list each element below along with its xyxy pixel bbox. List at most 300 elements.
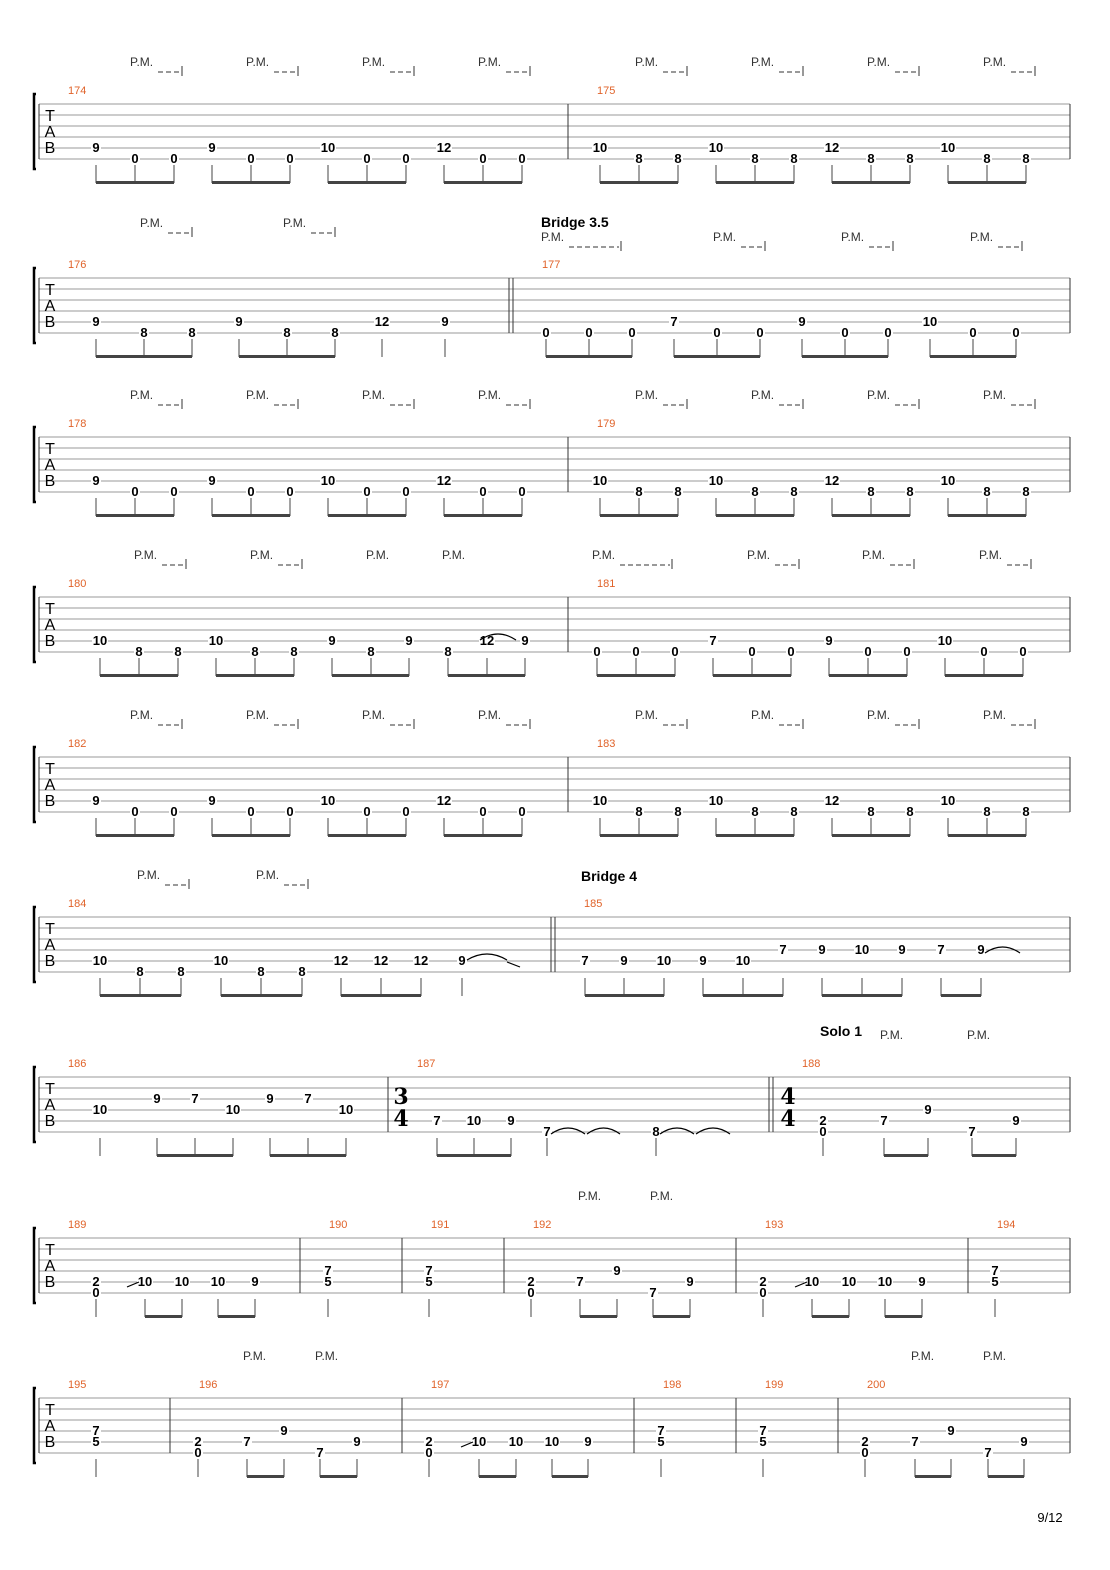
- measure-number: 197: [431, 1379, 450, 1391]
- fret-number: 10: [708, 793, 724, 808]
- tie: [696, 1128, 730, 1134]
- beam: [96, 181, 174, 184]
- fret-number: 10: [320, 793, 336, 808]
- fret-number: 0: [585, 325, 593, 340]
- palm-mute-label: P.M.: [130, 708, 154, 722]
- fret-number: 0: [518, 484, 526, 499]
- fret-number: 8: [867, 151, 875, 166]
- beam: [915, 1475, 951, 1478]
- beam: [716, 514, 794, 517]
- palm-mute-label: P.M.: [867, 708, 891, 722]
- fret-number: 9: [918, 1274, 926, 1289]
- fret-number: 7: [304, 1091, 312, 1106]
- palm-mute-label: P.M.: [650, 1189, 674, 1203]
- fret-number: 8: [751, 804, 759, 819]
- beam: [157, 1154, 233, 1157]
- fret-number: 0: [1019, 644, 1027, 659]
- fret-number: 9: [825, 633, 833, 648]
- fret-number: 9: [977, 942, 985, 957]
- staff-system: [34, 879, 1070, 997]
- fret-number: 0: [671, 644, 679, 659]
- fret-number: 8: [635, 484, 643, 499]
- fret-number: 9: [1012, 1113, 1020, 1128]
- fret-number: 10: [708, 140, 724, 155]
- beam: [948, 181, 1026, 184]
- fret-number: 0: [131, 151, 139, 166]
- palm-mute-label: P.M.: [880, 1028, 904, 1042]
- palm-mute-label: P.M.: [541, 230, 565, 244]
- palm-mute-label: P.M.: [635, 708, 659, 722]
- fret-number: 12: [824, 473, 840, 488]
- fret-number: 7: [316, 1445, 324, 1460]
- measure-number: 186: [68, 1058, 87, 1070]
- fret-number: 8: [674, 804, 682, 819]
- fret-number: 10: [137, 1274, 153, 1289]
- fret-number: 10: [208, 633, 224, 648]
- time-sig-bottom: 4: [780, 1106, 796, 1132]
- fret-number: 7: [880, 1113, 888, 1128]
- palm-mute-label: P.M.: [243, 1349, 267, 1363]
- beam: [270, 1154, 346, 1157]
- tab-label: A: [44, 1097, 56, 1114]
- fret-number: 0: [527, 1285, 535, 1300]
- beam: [948, 514, 1026, 517]
- fret-number: 7: [576, 1274, 584, 1289]
- fret-number: 10: [174, 1274, 190, 1289]
- fret-number: 8: [906, 151, 914, 166]
- system-bracket: [34, 747, 36, 822]
- fret-number: 10: [320, 473, 336, 488]
- palm-mute-label: P.M.: [130, 388, 154, 402]
- beam: [96, 834, 174, 837]
- fret-number: 0: [363, 804, 371, 819]
- fret-number: 10: [877, 1274, 893, 1289]
- system-bracket: [34, 587, 36, 662]
- beam: [941, 994, 981, 997]
- fret-number: 8: [983, 484, 991, 499]
- fret-number: 7: [991, 1263, 999, 1278]
- time-sig-top: 4: [780, 1084, 796, 1110]
- beam: [885, 1315, 922, 1318]
- fret-number: 8: [790, 484, 798, 499]
- fret-number: 7: [543, 1124, 551, 1139]
- tab-label: A: [44, 1258, 56, 1275]
- time-sig-bottom: 4: [393, 1106, 409, 1132]
- fret-number: 9: [235, 314, 243, 329]
- fret-number: 8: [1022, 804, 1030, 819]
- palm-mute-label: P.M.: [751, 708, 775, 722]
- fret-number: 9: [353, 1434, 361, 1449]
- fret-number: 8: [298, 964, 306, 979]
- fret-number: 5: [92, 1434, 100, 1449]
- fret-number: 9: [208, 140, 216, 155]
- fret-number: 0: [841, 325, 849, 340]
- beam: [444, 834, 522, 837]
- fret-number: 9: [405, 633, 413, 648]
- tab-label: T: [45, 761, 55, 778]
- fret-number: 8: [135, 644, 143, 659]
- tab-label: B: [44, 140, 56, 157]
- fret-number: 9: [251, 1274, 259, 1289]
- fret-number: 8: [635, 804, 643, 819]
- measure-number: 184: [68, 898, 87, 910]
- beam: [988, 1475, 1024, 1478]
- fret-number: 0: [92, 1285, 100, 1300]
- measure-number: 182: [68, 738, 87, 750]
- fret-number: 0: [787, 644, 795, 659]
- fret-number: 10: [471, 1434, 487, 1449]
- fret-number: 0: [861, 1445, 869, 1460]
- palm-mute-label: P.M.: [747, 548, 771, 562]
- fret-number: 9: [208, 793, 216, 808]
- measure-number: 185: [584, 898, 603, 910]
- tab-label: B: [44, 793, 56, 810]
- palm-mute-label: P.M.: [362, 708, 386, 722]
- fret-number: 10: [338, 1102, 354, 1117]
- beam: [100, 994, 181, 997]
- beam: [597, 674, 675, 677]
- fret-number: 8: [906, 804, 914, 819]
- fret-number: 9: [1020, 1434, 1028, 1449]
- fret-number: 10: [940, 473, 956, 488]
- fret-number: 8: [906, 484, 914, 499]
- fret-number: 9: [620, 953, 628, 968]
- palm-mute-label: P.M.: [578, 1189, 602, 1203]
- fret-number: 0: [402, 804, 410, 819]
- fret-number: 9: [266, 1091, 274, 1106]
- measure-number: 178: [68, 418, 87, 430]
- beam: [216, 674, 294, 677]
- tie: [660, 1128, 694, 1134]
- fret-number: 7: [779, 942, 787, 957]
- palm-mute-label: P.M.: [256, 868, 280, 882]
- fret-number: 12: [479, 633, 495, 648]
- beam: [437, 1154, 511, 1157]
- system-bracket: [34, 1067, 36, 1142]
- beam: [600, 514, 678, 517]
- tab-label: B: [44, 1274, 56, 1291]
- fret-number: 7: [581, 953, 589, 968]
- fret-number: 7: [670, 314, 678, 329]
- beam: [100, 674, 178, 677]
- fret-number: 0: [819, 1124, 827, 1139]
- fret-number: 8: [790, 151, 798, 166]
- fret-number: 12: [413, 953, 429, 968]
- section-title: Bridge 3.5: [541, 214, 609, 230]
- fret-number: 7: [911, 1434, 919, 1449]
- fret-number: 9: [92, 473, 100, 488]
- tab-label: T: [45, 1081, 55, 1098]
- fret-number: 8: [444, 644, 452, 659]
- system-bracket: [34, 1228, 36, 1303]
- tab-label: T: [45, 1242, 55, 1259]
- palm-mute-label: P.M.: [983, 388, 1007, 402]
- beam: [703, 994, 783, 997]
- palm-mute-label: P.M.: [751, 388, 775, 402]
- fret-number: 0: [286, 484, 294, 499]
- measure-number: 192: [533, 1219, 552, 1231]
- beam: [341, 994, 421, 997]
- fret-number: 8: [867, 804, 875, 819]
- beam: [328, 514, 406, 517]
- palm-mute-label: P.M.: [862, 548, 886, 562]
- fret-number: 8: [867, 484, 875, 499]
- fret-number: 0: [756, 325, 764, 340]
- fret-number: 12: [333, 953, 349, 968]
- fret-number: 0: [748, 644, 756, 659]
- fret-number: 0: [518, 151, 526, 166]
- palm-mute-label: P.M.: [283, 216, 307, 230]
- measure-number: 180: [68, 578, 87, 590]
- fret-number: 10: [92, 633, 108, 648]
- measure-number: 194: [997, 1219, 1016, 1231]
- fret-number: 9: [208, 473, 216, 488]
- measure-number: 174: [68, 85, 87, 97]
- fret-number: 2: [527, 1274, 535, 1289]
- fret-number: 10: [210, 1274, 226, 1289]
- fret-number: 12: [436, 140, 452, 155]
- fret-number: 2: [819, 1113, 827, 1128]
- fret-number: 7: [968, 1124, 976, 1139]
- fret-number: 10: [92, 1102, 108, 1117]
- tab-label: B: [44, 1434, 56, 1451]
- fret-number: 5: [425, 1274, 433, 1289]
- fret-number: 0: [402, 484, 410, 499]
- fret-number: 0: [518, 804, 526, 819]
- fret-number: 7: [243, 1434, 251, 1449]
- measure-number: 179: [597, 418, 616, 430]
- tie: [587, 1128, 620, 1134]
- fret-number: 8: [331, 325, 339, 340]
- fret-number: 7: [649, 1285, 657, 1300]
- tab-label: A: [44, 617, 56, 634]
- tab-label: B: [44, 1113, 56, 1130]
- fret-number: 8: [290, 644, 298, 659]
- beam: [448, 674, 525, 677]
- beam: [239, 355, 335, 358]
- fret-number: 10: [213, 953, 229, 968]
- fret-number: 7: [657, 1423, 665, 1438]
- palm-mute-label: P.M.: [970, 230, 994, 244]
- palm-mute-label: P.M.: [983, 1349, 1007, 1363]
- fret-number: 9: [584, 1434, 592, 1449]
- staff-system: [34, 1388, 1070, 1478]
- fret-number: 0: [131, 484, 139, 499]
- beam: [328, 181, 406, 184]
- measure-number: 196: [199, 1379, 218, 1391]
- palm-mute-label: P.M.: [246, 55, 270, 69]
- beam: [332, 674, 409, 677]
- fret-number: 0: [713, 325, 721, 340]
- beam: [945, 674, 1023, 677]
- fret-number: 8: [140, 325, 148, 340]
- fret-number: 7: [709, 633, 717, 648]
- fret-number: 0: [247, 484, 255, 499]
- tab-label: T: [45, 601, 55, 618]
- beam: [930, 355, 1016, 358]
- fret-number: 7: [759, 1423, 767, 1438]
- fret-number: 9: [521, 633, 529, 648]
- staff-system: [34, 399, 1070, 517]
- fret-number: 9: [613, 1263, 621, 1278]
- fret-number: 7: [433, 1113, 441, 1128]
- fret-number: 8: [790, 804, 798, 819]
- fret-number: 5: [324, 1274, 332, 1289]
- measure-number: 189: [68, 1219, 87, 1231]
- palm-mute-label: P.M.: [246, 708, 270, 722]
- beam: [716, 181, 794, 184]
- fret-number: 8: [283, 325, 291, 340]
- system-bracket: [34, 94, 36, 169]
- beam: [218, 1315, 255, 1318]
- staff-system: [34, 1067, 1070, 1157]
- tab-label: B: [44, 314, 56, 331]
- beam: [212, 514, 290, 517]
- palm-mute-label: P.M.: [983, 55, 1007, 69]
- staff-system: [34, 719, 1070, 837]
- fret-number: 8: [251, 644, 259, 659]
- fret-number: 0: [542, 325, 550, 340]
- fret-number: 0: [632, 644, 640, 659]
- measure-number: 183: [597, 738, 616, 750]
- fret-number: 8: [174, 644, 182, 659]
- tab-label: T: [45, 282, 55, 299]
- fret-number: 9: [947, 1423, 955, 1438]
- palm-mute-label: P.M.: [751, 55, 775, 69]
- fret-number: 0: [425, 1445, 433, 1460]
- fret-number: 2: [759, 1274, 767, 1289]
- fret-number: 12: [436, 793, 452, 808]
- tab-label: T: [45, 1402, 55, 1419]
- fret-number: 0: [286, 804, 294, 819]
- palm-mute-label: P.M.: [478, 55, 502, 69]
- palm-mute-label: P.M.: [841, 230, 865, 244]
- fret-number: 8: [1022, 484, 1030, 499]
- fret-number: 8: [177, 964, 185, 979]
- measure-number: 176: [68, 259, 87, 271]
- fret-number: 2: [861, 1434, 869, 1449]
- beam: [444, 181, 522, 184]
- beam: [822, 994, 902, 997]
- fret-number: 10: [735, 953, 751, 968]
- fret-number: 12: [374, 314, 390, 329]
- tab-label: T: [45, 921, 55, 938]
- palm-mute-label: P.M.: [137, 868, 161, 882]
- fret-number: 5: [657, 1434, 665, 1449]
- fret-number: 8: [136, 964, 144, 979]
- fret-number: 12: [824, 793, 840, 808]
- beam: [716, 834, 794, 837]
- fret-number: 10: [854, 942, 870, 957]
- tie: [467, 954, 507, 960]
- section-title: Bridge 4: [581, 868, 638, 884]
- tab-label: A: [44, 457, 56, 474]
- fret-number: 9: [328, 633, 336, 648]
- beam: [802, 355, 888, 358]
- fret-number: 8: [674, 484, 682, 499]
- beam: [832, 834, 910, 837]
- fret-number: 0: [759, 1285, 767, 1300]
- tab-label: A: [44, 298, 56, 315]
- staff-system: [34, 66, 1070, 184]
- fret-number: 7: [425, 1263, 433, 1278]
- fret-number: 0: [131, 804, 139, 819]
- fret-number: 10: [940, 793, 956, 808]
- palm-mute-label: P.M.: [867, 388, 891, 402]
- palm-mute-label: P.M.: [478, 708, 502, 722]
- fret-number: 2: [92, 1274, 100, 1289]
- fret-number: 9: [92, 793, 100, 808]
- tab-label: B: [44, 633, 56, 650]
- tab-label: A: [44, 1418, 56, 1435]
- measure-number: 190: [329, 1219, 348, 1231]
- fret-number: 7: [191, 1091, 199, 1106]
- tab-label: B: [44, 473, 56, 490]
- fret-number: 0: [593, 644, 601, 659]
- beam: [320, 1475, 357, 1478]
- fret-number: 8: [367, 644, 375, 659]
- measure-number: 177: [542, 259, 561, 271]
- palm-mute-label: P.M.: [134, 548, 158, 562]
- fret-number: 10: [320, 140, 336, 155]
- beam: [812, 1315, 849, 1318]
- measure-number: 195: [68, 1379, 87, 1391]
- beam: [328, 834, 406, 837]
- palm-mute-label: P.M.: [130, 55, 154, 69]
- tab-label: A: [44, 124, 56, 141]
- tab-label: A: [44, 777, 56, 794]
- fret-number: 7: [92, 1423, 100, 1438]
- fret-number: 10: [656, 953, 672, 968]
- fret-number: 8: [751, 151, 759, 166]
- beam: [674, 355, 760, 358]
- fret-number: 12: [373, 953, 389, 968]
- time-sig-top: 3: [393, 1084, 409, 1110]
- beam: [479, 1475, 516, 1478]
- fret-number: 0: [1012, 325, 1020, 340]
- fret-number: 0: [170, 804, 178, 819]
- fret-number: 7: [937, 942, 945, 957]
- fret-number: 0: [884, 325, 892, 340]
- beam: [832, 514, 910, 517]
- fret-number: 9: [798, 314, 806, 329]
- palm-mute-label: P.M.: [635, 55, 659, 69]
- measure-number: 188: [802, 1058, 821, 1070]
- palm-mute-label: P.M.: [983, 708, 1007, 722]
- tie: [551, 1128, 585, 1134]
- fret-number: 10: [804, 1274, 820, 1289]
- palm-mute-label: P.M.: [362, 388, 386, 402]
- palm-mute-label: P.M.: [250, 548, 274, 562]
- fret-number: 0: [479, 804, 487, 819]
- fret-number: 8: [751, 484, 759, 499]
- measure-number: 175: [597, 85, 616, 97]
- measure-number: 200: [867, 1379, 886, 1391]
- fret-number: 10: [922, 314, 938, 329]
- page-number: 9/12: [1037, 1510, 1063, 1525]
- fret-number: 5: [759, 1434, 767, 1449]
- fret-number: 9: [699, 953, 707, 968]
- palm-mute-label: P.M.: [362, 55, 386, 69]
- measure-number: 191: [431, 1219, 450, 1231]
- fret-number: 9: [818, 942, 826, 957]
- fret-number: 0: [402, 151, 410, 166]
- palm-mute-label: P.M.: [592, 548, 616, 562]
- fret-number: 8: [1022, 151, 1030, 166]
- palm-mute-label: P.M.: [635, 388, 659, 402]
- beam: [829, 674, 907, 677]
- beam: [212, 834, 290, 837]
